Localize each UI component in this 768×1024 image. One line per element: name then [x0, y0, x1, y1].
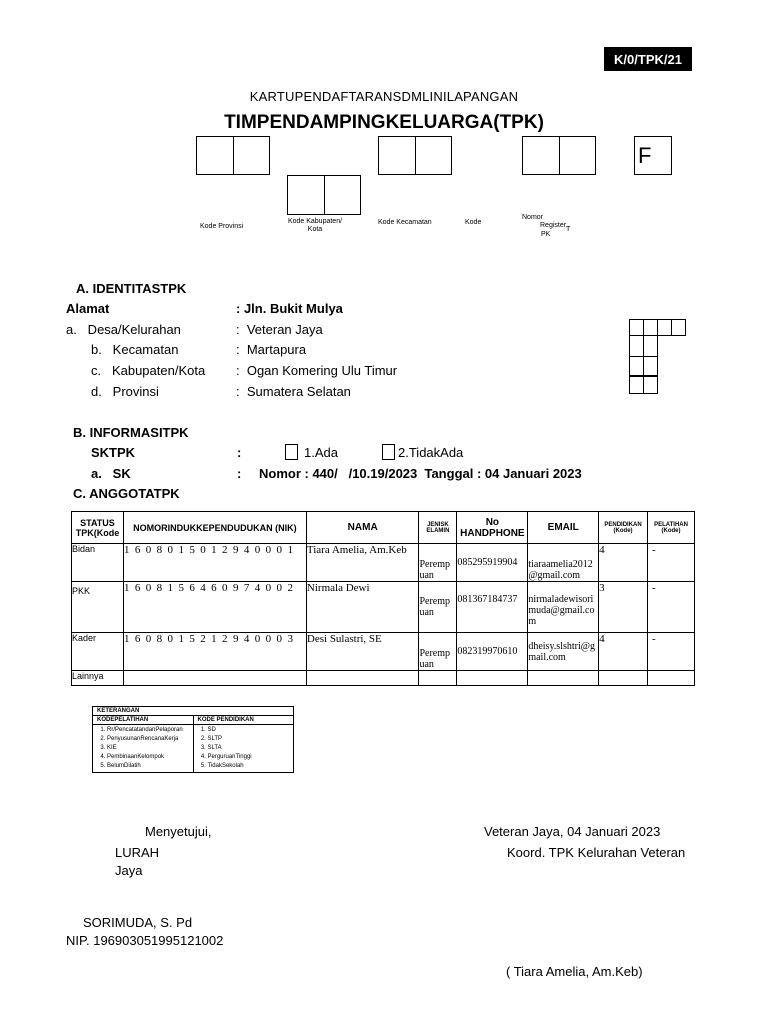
- table-row: [72, 633, 695, 671]
- keterangan-table: [92, 706, 294, 773]
- list-item: 1. Rr/PencatatandanPelaporan: [107, 726, 189, 735]
- kabupaten-code-box-2[interactable]: [643, 356, 658, 376]
- cell-handphone: 082319970610: [457, 633, 528, 671]
- label-pk: PK: [541, 231, 551, 238]
- form-code-badge: K/0/TPK/21: [604, 47, 692, 71]
- kecamatan-code-box-2[interactable]: [643, 335, 658, 357]
- koord-text: Koord. TPK Kelurahan Veteran: [507, 845, 686, 860]
- table-row: [72, 671, 695, 686]
- sk-colon: :: [237, 466, 242, 481]
- cell-nik: 1608156460974002: [123, 582, 306, 633]
- list-item: 3. KIE: [107, 744, 189, 753]
- sktpk-colon: :: [237, 445, 242, 460]
- tidak-ada-label: 2.TidakAda: [398, 445, 464, 460]
- cell-jenis-kelamin: Peremp uan: [419, 633, 457, 671]
- label-t: T: [566, 226, 571, 233]
- header-status: STATUS TPK(Kode: [72, 512, 124, 544]
- label-register: Register: [540, 222, 567, 229]
- alamat-label: Alamat: [66, 301, 110, 316]
- kode-box-2[interactable]: [559, 136, 596, 175]
- kecamatan-code-box-1[interactable]: [629, 335, 644, 357]
- cell-status: Lainnya: [72, 671, 124, 686]
- desa-code-box-3[interactable]: [657, 319, 672, 336]
- list-item: 4. PerguruanTinggi: [208, 753, 290, 762]
- cell-nama: Desi Sulastri, SE: [306, 633, 419, 671]
- cell-handphone: 085295919904: [457, 544, 528, 582]
- provinsi-code-box-1[interactable]: [629, 375, 644, 394]
- list-item: 2. SLTP: [208, 735, 290, 744]
- kode-pelatihan-title: KODEPELATIHAN: [93, 716, 194, 725]
- cell-pendidikan: [599, 671, 648, 686]
- list-item: 5. TidakSekolah: [208, 762, 290, 771]
- cell-nik: 1608015212940003: [123, 633, 306, 671]
- label-kode-kecamatan: Kode Kecamatan: [378, 219, 432, 226]
- kode-kabupaten-box-1[interactable]: [287, 175, 325, 215]
- sk-label: a. SK: [91, 466, 131, 481]
- desa-label: a. Desa/Kelurahan: [66, 322, 181, 337]
- desa-code-box-2[interactable]: [643, 319, 658, 336]
- sk-value: Nomor : 440/ /10.19/2023 Tanggal : 04 Januari 2023: [259, 466, 582, 481]
- cell-email: tiaraamelia2012@gmail.com: [528, 544, 599, 582]
- kode-pendidikan-title: KODE PENDIDIKAN: [193, 716, 294, 725]
- provinsi-value: : Sumatera Selatan: [236, 384, 351, 399]
- section-b-heading: B. INFORMASITPK: [73, 425, 189, 440]
- kabupaten-code-box-1[interactable]: [629, 356, 644, 376]
- keterangan-title: KETERANGAN: [93, 707, 294, 716]
- list-item: 5. BelumDilatih: [107, 762, 189, 771]
- cell-jenis-kelamin: Peremp uan: [419, 582, 457, 633]
- cell-pelatihan: [648, 671, 695, 686]
- desa-code-box-1[interactable]: [629, 319, 644, 336]
- form-title: TIMPENDAMPINGKELUARGA(TPK): [224, 112, 544, 133]
- section-c-heading: C. ANGGOTATPK: [73, 486, 180, 501]
- ada-label: 1.Ada: [304, 445, 338, 460]
- form-subtitle: KARTUPENDAFTARANSDMLINILAPANGAN: [249, 89, 519, 104]
- kode-kecamatan-box-2[interactable]: [415, 136, 452, 175]
- koord-name: ( Tiara Amelia, Am.Keb): [506, 964, 643, 979]
- lurah-nip: NIP. 196903051995121002: [66, 933, 224, 948]
- kabupaten-value: : Ogan Komering Ulu Timur: [236, 363, 398, 378]
- desa-value: : Veteran Jaya: [236, 322, 323, 337]
- desa-code-box-4[interactable]: [671, 319, 686, 336]
- list-item: 3. SLTA: [208, 744, 290, 753]
- cell-nama: Nirmala Dewi: [306, 582, 419, 633]
- lurah-text: LURAH: [115, 845, 160, 860]
- cell-email: nirmaladewisorimuda@gmail.com: [528, 582, 599, 633]
- cell-pelatihan: -: [648, 633, 695, 671]
- tidak-ada-checkbox[interactable]: [382, 444, 395, 460]
- signature-date: Veteran Jaya, 04 Januari 2023: [484, 824, 661, 839]
- label-nomor: Nomor: [522, 214, 544, 221]
- cell-jenis-kelamin: [419, 671, 457, 686]
- header-handphone: No HANDPHONE: [457, 512, 528, 544]
- kode-box-1[interactable]: [522, 136, 560, 175]
- f-box[interactable]: F: [634, 136, 672, 175]
- label-kode-kabupaten: Kode Kabupaten/ Kota: [287, 218, 343, 233]
- list-item: 1. SD: [208, 726, 290, 735]
- alamat-value: : Jln. Bukit Mulya: [236, 301, 343, 316]
- cell-handphone: 081367184737: [457, 582, 528, 633]
- lurah-name: SORIMUDA, S. Pd: [83, 915, 193, 930]
- section-a-heading: A. IDENTITASTPK: [76, 281, 187, 296]
- kode-pelatihan-list: [97, 726, 189, 771]
- table-row: [72, 544, 695, 582]
- label-kode: Kode: [465, 219, 482, 226]
- kode-provinsi-box-1[interactable]: [196, 136, 234, 175]
- cell-nama: [306, 671, 419, 686]
- jaya-text: Jaya: [115, 863, 143, 878]
- sktpk-label: SKTPK: [91, 445, 136, 460]
- list-item: 4. PembinaanKelompok: [107, 753, 189, 762]
- kode-kabupaten-box-2[interactable]: [324, 175, 361, 215]
- header-jenis-kelamin: JENISK ELAMIN: [419, 512, 457, 544]
- header-nama: NAMA: [306, 512, 419, 544]
- provinsi-label: d. Provinsi: [91, 384, 159, 399]
- kode-kecamatan-box-1[interactable]: [378, 136, 416, 175]
- table-row: [72, 582, 695, 633]
- kecamatan-value: : Martapura: [236, 342, 307, 357]
- cell-pendidikan: 3: [599, 582, 648, 633]
- menyetujui-text: Menyetujui,: [145, 824, 212, 839]
- cell-pendidikan: 4: [599, 633, 648, 671]
- header-pendidikan: PENDIDIKAN (Kode): [599, 512, 648, 544]
- header-nik: NOMORINDUKKEPENDUDUKAN (NIK): [123, 512, 306, 544]
- label-kode-provinsi: Kode Provinsi: [200, 223, 244, 230]
- cell-status: Bidan: [72, 544, 124, 582]
- ada-checkbox[interactable]: [285, 444, 298, 460]
- cell-email: dheisy.slshtri@gmail.com: [528, 633, 599, 671]
- kabupaten-label: c. Kabupaten/Kota: [91, 363, 206, 378]
- kode-provinsi-box-2[interactable]: [233, 136, 270, 175]
- cell-jenis-kelamin: Peremp uan: [419, 544, 457, 582]
- kecamatan-label: b. Kecamatan: [91, 342, 179, 357]
- header-email: EMAIL: [528, 512, 599, 544]
- cell-pendidikan: 4: [599, 544, 648, 582]
- cell-status: PKK: [72, 582, 124, 633]
- cell-pelatihan: -: [648, 544, 695, 582]
- cell-handphone: [457, 671, 528, 686]
- anggota-table: [71, 511, 695, 686]
- cell-nik: [123, 671, 306, 686]
- cell-email: [528, 671, 599, 686]
- cell-nama: Tiara Amelia, Am.Keb: [306, 544, 419, 582]
- cell-nik: 1608015012940001: [123, 544, 306, 582]
- cell-status: Kader: [72, 633, 124, 671]
- kode-pendidikan-list: [198, 726, 290, 771]
- list-item: 2. PenyusunanRencanaKerja: [107, 735, 189, 744]
- provinsi-code-box-2[interactable]: [643, 375, 658, 394]
- header-pelatihan: PELATIHAN (Kode): [648, 512, 695, 544]
- cell-pelatihan: -: [648, 582, 695, 633]
